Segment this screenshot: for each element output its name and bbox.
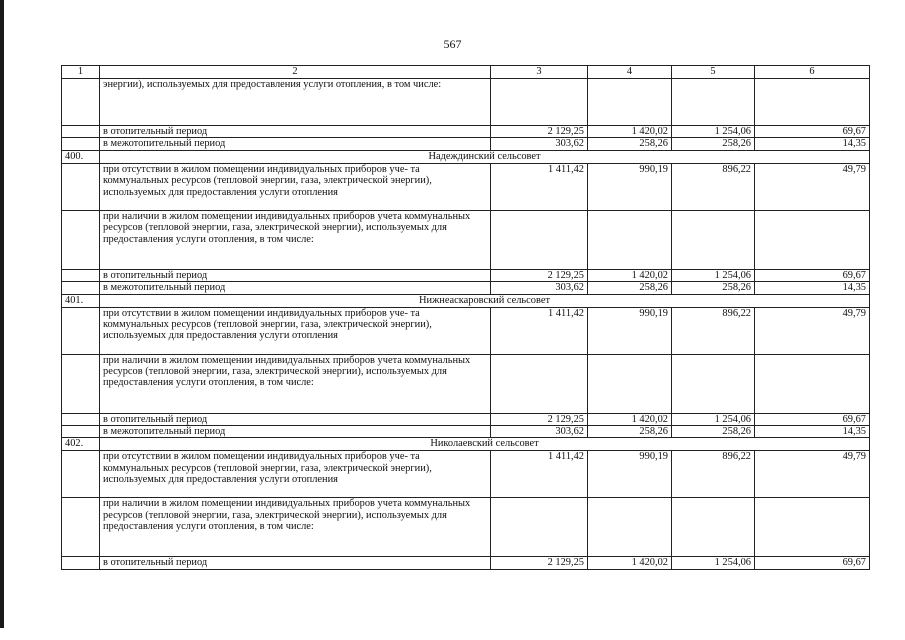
value-cell: 14,35 <box>755 426 870 438</box>
period-label: в отопительный период <box>100 269 491 281</box>
section-number: 401. <box>62 294 100 307</box>
page-number: 567 <box>443 37 462 51</box>
value-cell: 1 411,42 <box>491 163 588 210</box>
value-cell: 2 129,25 <box>491 126 588 138</box>
period-label: в отопительный период <box>100 413 491 425</box>
column-header: 2 <box>100 66 491 79</box>
section-title: Надеждинский сельсовет <box>100 150 870 163</box>
value-cell: 258,26 <box>672 426 755 438</box>
column-header: 6 <box>755 66 870 79</box>
value-cell: 1 420,02 <box>588 269 672 281</box>
value-cell: 896,22 <box>672 163 755 210</box>
section-number: 402. <box>62 438 100 451</box>
value-cell: 2 129,25 <box>491 269 588 281</box>
section-title: Николаевский сельсовет <box>100 438 870 451</box>
value-cell: 14,35 <box>755 282 870 294</box>
value-cell: 258,26 <box>588 426 672 438</box>
period-label: в межотопительный период <box>100 282 491 294</box>
section-number: 400. <box>62 150 100 163</box>
value-cell: 1 254,06 <box>672 557 755 569</box>
row-description: энергии), используемых для предоставления услуги отопления, в том числе: <box>100 79 491 126</box>
value-cell: 896,22 <box>672 307 755 354</box>
value-cell: 1 411,42 <box>491 451 588 498</box>
section-header-row <box>62 438 870 451</box>
value-cell: 69,67 <box>755 413 870 425</box>
value-cell: 14,35 <box>755 138 870 150</box>
table-row <box>62 282 870 294</box>
column-header: 4 <box>588 66 672 79</box>
row-description: при отсутствии в жилом помещении индивидуальных приборов уче- та коммунальных ресурсов (тепловой энергии, газа, электрической энергии), используемых для предоставления услуги отопления <box>100 307 491 354</box>
value-cell: 1 420,02 <box>588 126 672 138</box>
table-row <box>62 79 870 126</box>
value-cell: 1 420,02 <box>588 557 672 569</box>
tariff-table <box>61 65 870 570</box>
value-cell: 303,62 <box>491 282 588 294</box>
table-row <box>62 138 870 150</box>
table-row <box>62 210 870 269</box>
table-row <box>62 269 870 281</box>
value-cell: 49,79 <box>755 307 870 354</box>
value-cell: 49,79 <box>755 451 870 498</box>
value-cell: 258,26 <box>672 138 755 150</box>
value-cell: 990,19 <box>588 307 672 354</box>
section-header-row <box>62 294 870 307</box>
value-cell: 1 411,42 <box>491 307 588 354</box>
value-cell: 1 254,06 <box>672 126 755 138</box>
period-label: в отопительный период <box>100 557 491 569</box>
table-row <box>62 498 870 557</box>
row-description: при наличии в жилом помещении индивидуальных приборов учета коммунальных ресурсов (тепловой энергии, газа, электрической энергии), используемых для предоставления услуги отопления, в том числе: <box>100 498 491 557</box>
column-header: 5 <box>672 66 755 79</box>
column-header: 1 <box>62 66 100 79</box>
value-cell: 69,67 <box>755 557 870 569</box>
value-cell: 69,67 <box>755 126 870 138</box>
table-row <box>62 451 870 498</box>
value-cell: 1 254,06 <box>672 269 755 281</box>
value-cell: 49,79 <box>755 163 870 210</box>
row-description: при наличии в жилом помещении индивидуальных приборов учета коммунальных ресурсов (тепловой энергии, газа, электрической энергии), используемых для предоставления услуги отопления, в том числе: <box>100 210 491 269</box>
period-label: в отопительный период <box>100 126 491 138</box>
table-row <box>62 413 870 425</box>
value-cell: 1 420,02 <box>588 413 672 425</box>
section-header-row <box>62 150 870 163</box>
value-cell: 258,26 <box>672 282 755 294</box>
column-header: 3 <box>491 66 588 79</box>
row-description: при отсутствии в жилом помещении индивидуальных приборов уче- та коммунальных ресурсов (тепловой энергии, газа, электрической энергии), используемых для предоставления услуги отопления <box>100 163 491 210</box>
table-row <box>62 426 870 438</box>
value-cell: 990,19 <box>588 451 672 498</box>
period-label: в межотопительный период <box>100 138 491 150</box>
value-cell: 990,19 <box>588 163 672 210</box>
period-label: в межотопительный период <box>100 426 491 438</box>
row-description: при наличии в жилом помещении индивидуальных приборов учета коммунальных ресурсов (тепловой энергии, газа, электрической энергии), используемых для предоставления услуги отопления, в том числе: <box>100 354 491 413</box>
scan-edge-shadow <box>0 0 4 628</box>
column-header-row <box>62 66 870 79</box>
table-row <box>62 163 870 210</box>
table-row <box>62 354 870 413</box>
value-cell: 1 254,06 <box>672 413 755 425</box>
value-cell: 2 129,25 <box>491 557 588 569</box>
value-cell: 896,22 <box>672 451 755 498</box>
value-cell: 303,62 <box>491 138 588 150</box>
value-cell: 303,62 <box>491 426 588 438</box>
value-cell: 2 129,25 <box>491 413 588 425</box>
section-title: Нижнеаскаровский сельсовет <box>100 294 870 307</box>
value-cell: 258,26 <box>588 282 672 294</box>
value-cell: 69,67 <box>755 269 870 281</box>
table-row <box>62 126 870 138</box>
table-row <box>62 307 870 354</box>
row-description: при отсутствии в жилом помещении индивидуальных приборов уче- та коммунальных ресурсов (тепловой энергии, газа, электрической энергии), используемых для предоставления услуги отопления <box>100 451 491 498</box>
value-cell: 258,26 <box>588 138 672 150</box>
table-row <box>62 557 870 569</box>
